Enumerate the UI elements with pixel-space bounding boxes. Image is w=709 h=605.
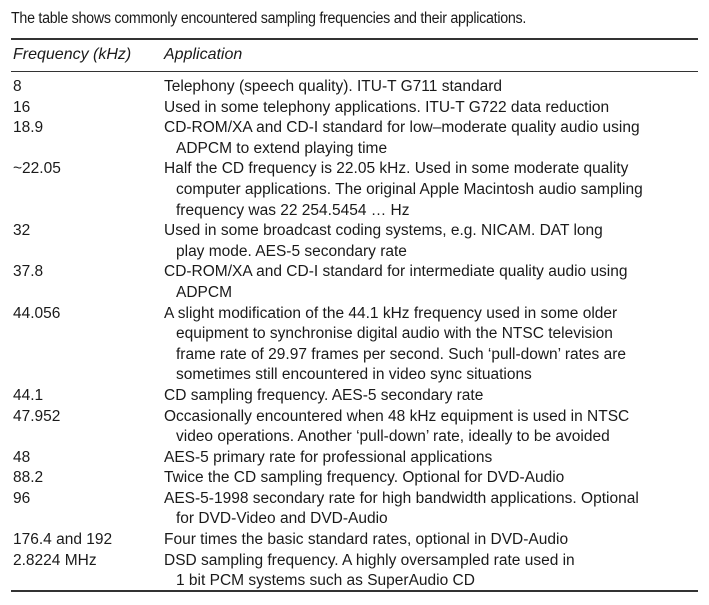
application-cell xyxy=(164,262,694,303)
application-line: play mode. AES-5 secondary rate xyxy=(176,242,407,260)
frequency-cell: 96 xyxy=(13,489,31,507)
frequency-cell: 16 xyxy=(13,98,31,116)
application-cell xyxy=(164,77,694,98)
application-cell xyxy=(164,468,694,489)
frequency-cell: 48 xyxy=(13,448,31,466)
application-line: A slight modification of the 44.1 kHz frequency used in some older xyxy=(164,304,618,322)
table-row xyxy=(0,386,709,407)
table-row xyxy=(0,489,709,530)
table-row xyxy=(0,159,709,221)
application-cell xyxy=(164,221,694,262)
application-cell xyxy=(164,489,694,530)
application-line: AES-5-1998 secondary rate for high bandwidth applications. Optional xyxy=(164,489,639,507)
table-row xyxy=(0,304,709,386)
application-cell xyxy=(164,304,694,386)
table-row xyxy=(0,77,709,98)
application-line: DSD sampling frequency. A highly oversampled rate used in xyxy=(164,551,575,569)
frequency-cell: 37.8 xyxy=(13,263,44,281)
table-row xyxy=(0,551,709,592)
application-line: Used in some telephony applications. ITU-T G722 data reduction xyxy=(164,98,610,116)
application-cell xyxy=(164,530,694,551)
application-cell xyxy=(164,118,694,159)
application-line: Telephony (speech quality). ITU-T G711 standard xyxy=(164,78,503,95)
application-line: Used in some broadcast coding systems, e.g. NICAM. DAT long xyxy=(164,222,603,240)
application-cell xyxy=(164,159,694,221)
frequency-cell: 2.8224 MHz xyxy=(13,551,97,569)
table-body xyxy=(0,77,709,592)
frequency-cell: 47.952 xyxy=(13,407,61,425)
application-line: ADPCM xyxy=(176,283,232,301)
application-line: CD-ROM/XA and CD-I standard for low–moderate quality audio using xyxy=(164,119,640,137)
frequency-cell: 18.9 xyxy=(13,119,44,137)
application-line: Occasionally encountered when 48 kHz equipment is used in NTSC xyxy=(164,407,630,425)
bottom-rule xyxy=(11,590,698,592)
table-row xyxy=(0,530,709,551)
application-cell xyxy=(164,386,694,407)
table-caption: The table shows commonly encountered sampling frequencies and their applications. xyxy=(11,10,527,27)
application-line: sometimes still encountered in video sync situations xyxy=(176,366,532,384)
table-row xyxy=(0,221,709,262)
table-row xyxy=(0,468,709,489)
application-column-header: Application xyxy=(164,46,243,63)
application-line: AES-5 primary rate for professional applications xyxy=(164,448,493,466)
table-row xyxy=(0,448,709,469)
table-row xyxy=(0,118,709,159)
frequency-column-header: Frequency (kHz) xyxy=(13,46,132,63)
application-line: CD-ROM/XA and CD-I standard for intermediate quality audio using xyxy=(164,263,628,281)
frequency-cell: 88.2 xyxy=(13,469,44,487)
frequency-cell: ~22.05 xyxy=(13,160,61,178)
application-cell xyxy=(164,448,694,469)
application-line: Twice the CD sampling frequency. Optional for DVD-Audio xyxy=(164,469,565,487)
application-line: CD sampling frequency. AES-5 secondary rate xyxy=(164,386,484,404)
application-line: computer applications. The original Apple Macintosh audio sampling xyxy=(176,180,643,198)
frequency-cell: 44.056 xyxy=(13,304,61,322)
application-cell xyxy=(164,551,694,592)
application-cell xyxy=(164,407,694,448)
frequency-cell: 32 xyxy=(13,222,31,240)
frequency-cell: 8 xyxy=(13,78,22,95)
top-rule xyxy=(11,38,698,40)
application-line: Half the CD frequency is 22.05 kHz. Used in some moderate quality xyxy=(164,160,629,178)
application-line: ADPCM to extend playing time xyxy=(176,139,388,157)
frequency-cell: 44.1 xyxy=(13,386,44,404)
application-line: frequency was 22 254.5454 … Hz xyxy=(176,201,410,219)
application-line: for DVD-Video and DVD-Audio xyxy=(176,510,388,528)
application-line: frame rate of 29.97 frames per second. Such ‘pull-down’ rates are xyxy=(176,345,627,363)
table-row xyxy=(0,407,709,448)
application-cell xyxy=(164,98,694,119)
table-row xyxy=(0,262,709,303)
table-row xyxy=(0,98,709,119)
application-line: equipment to synchronise digital audio with the NTSC television xyxy=(176,325,613,343)
application-line: video operations. Another ‘pull-down’ rate, ideally to be avoided xyxy=(176,428,610,446)
application-line: Four times the basic standard rates, optional in DVD-Audio xyxy=(164,531,569,549)
header-rule xyxy=(11,71,698,72)
application-line: 1 bit PCM systems such as SuperAudio CD xyxy=(176,572,475,590)
frequency-cell: 176.4 and 192 xyxy=(13,531,113,549)
